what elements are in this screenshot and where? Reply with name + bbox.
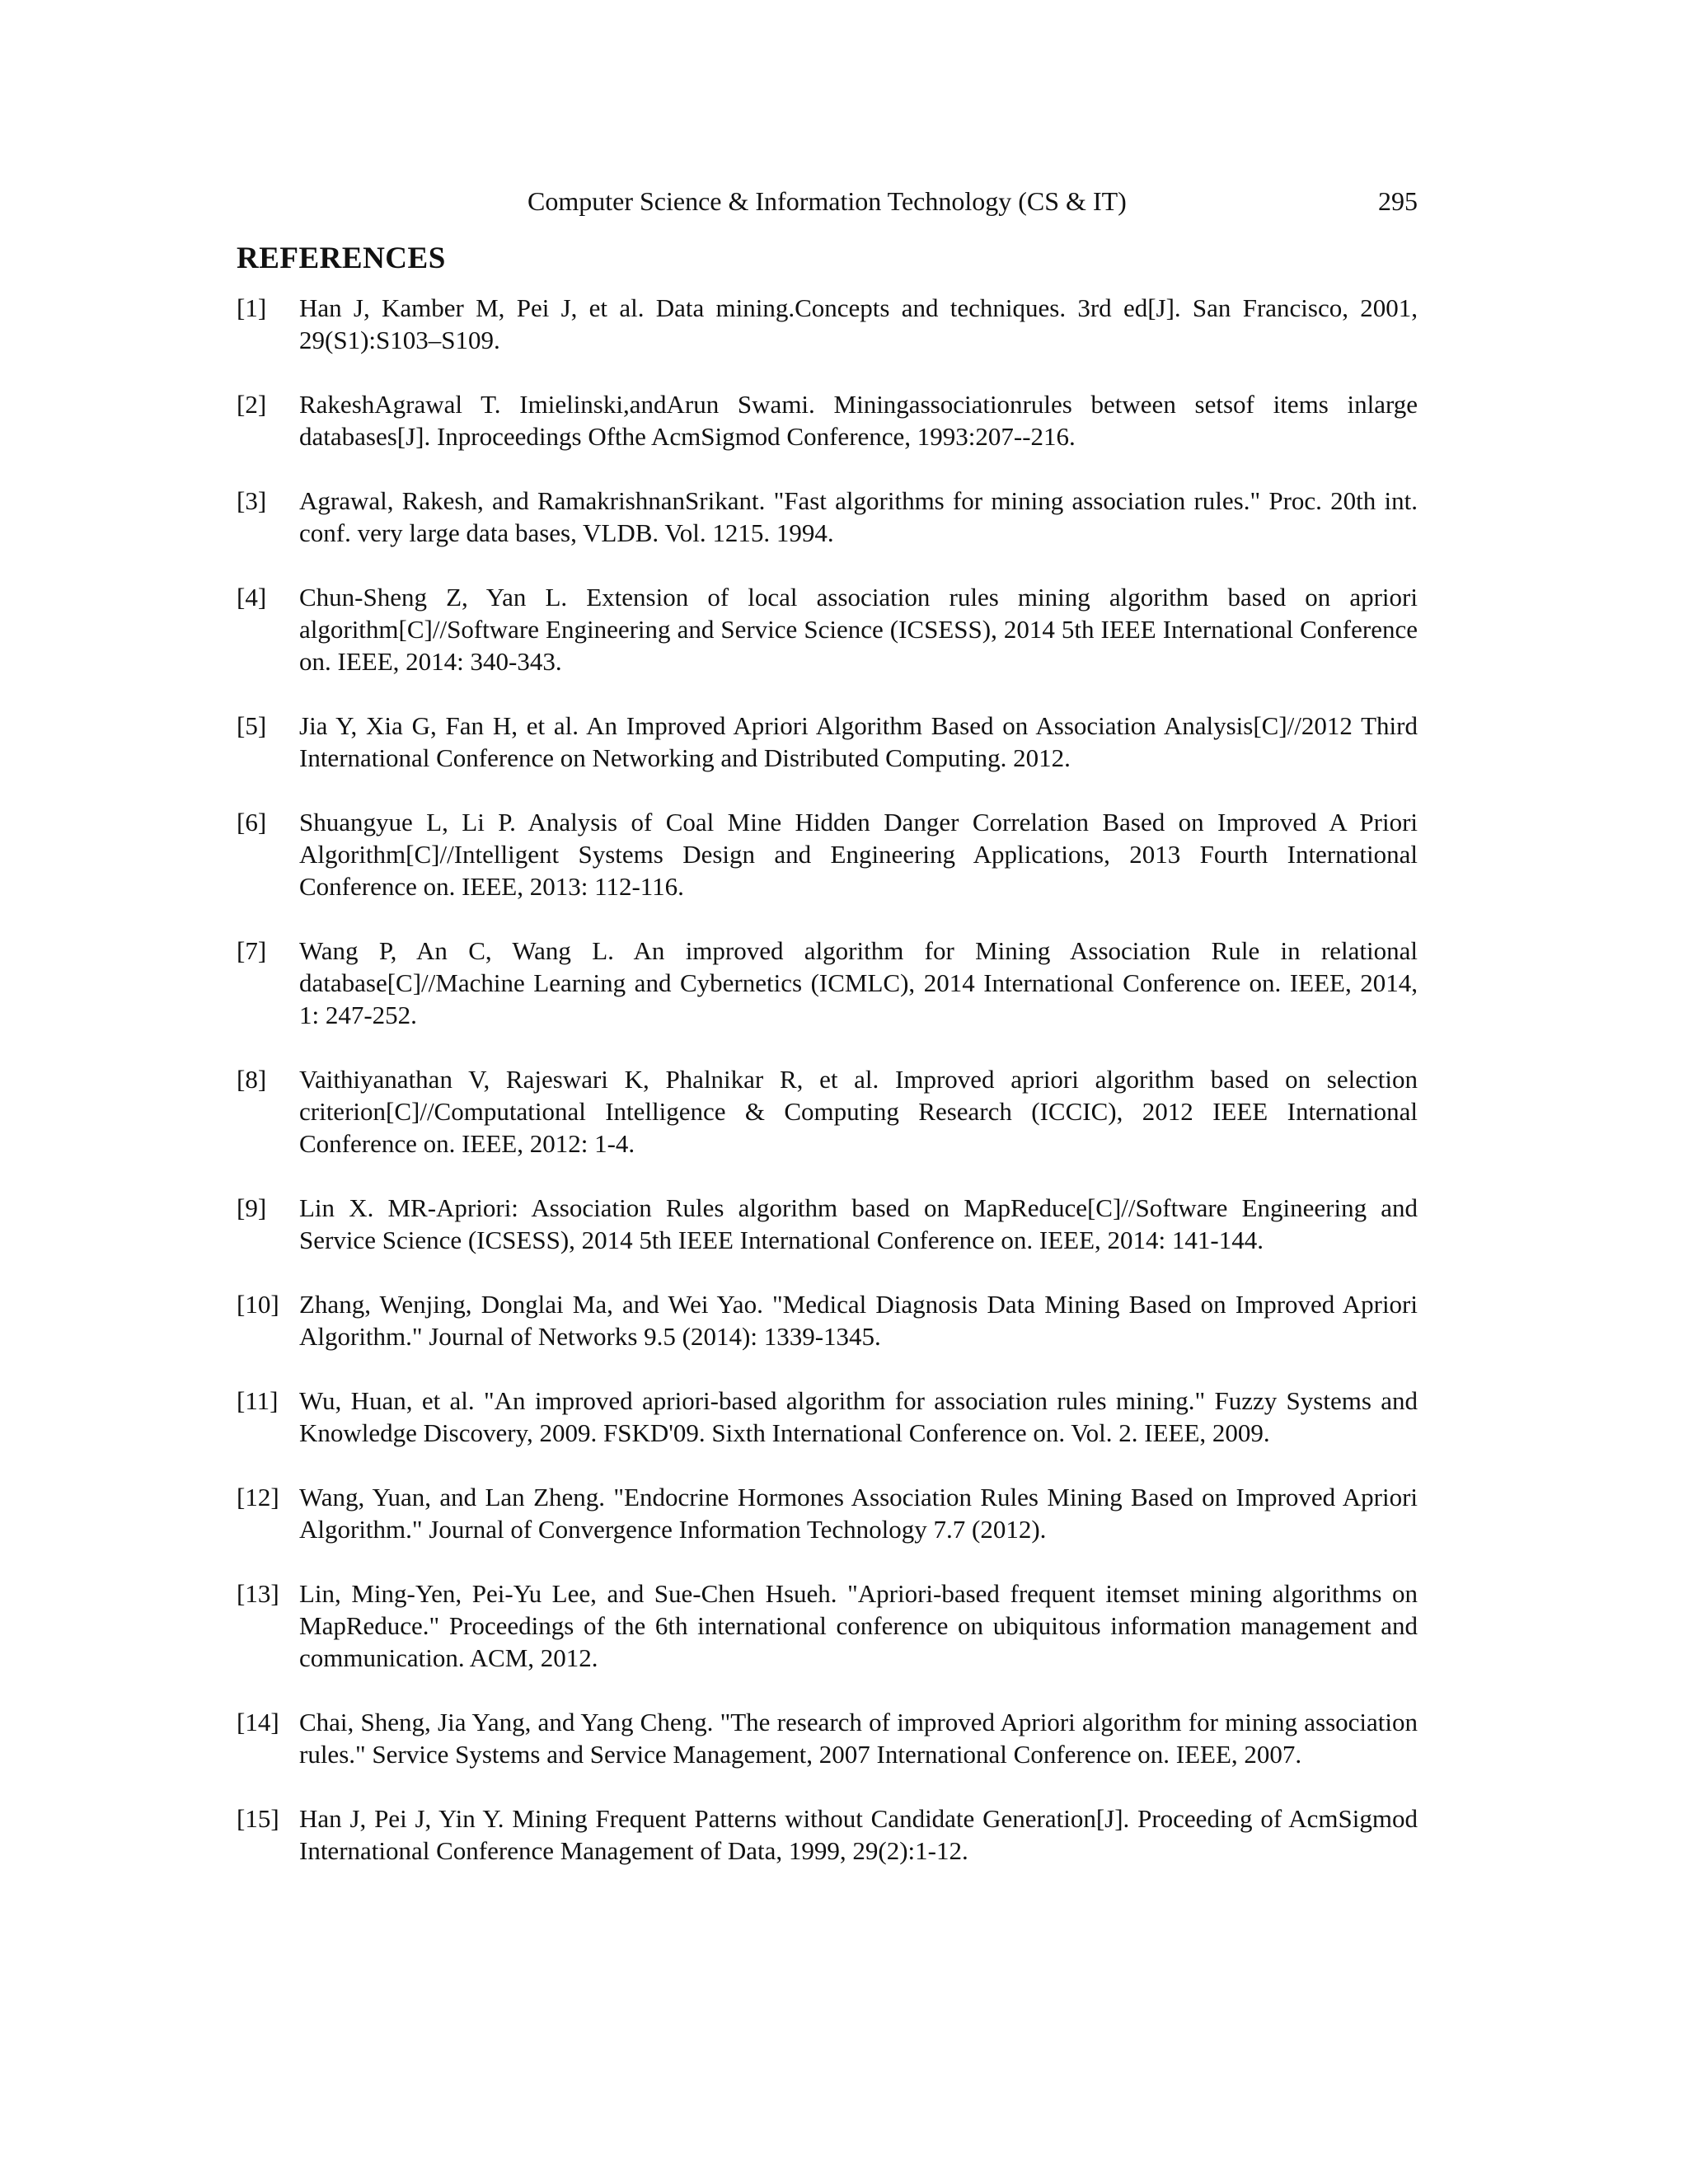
reference-text: Wu, Huan, et al. "An improved apriori-based algorithm for association rules mining." Fuzzy Systems and Knowledge Discovery, 2009. FSKD'09. Sixth International Conference on. Vol. 2. IEEE, 2009. bbox=[299, 1386, 1418, 1447]
reference-number: [2] bbox=[237, 390, 267, 419]
references-heading: REFERENCES bbox=[237, 241, 446, 275]
reference-number: [15] bbox=[237, 1804, 279, 1833]
reference-number: [6] bbox=[237, 808, 267, 837]
reference-text: RakeshAgrawal T. Imielinski,andArun Swami. Miningassociationrules between setsof items inlarge databases[J]. Inproceedings Ofthe AcmSigmod Conference, 1993:207--216. bbox=[299, 390, 1418, 451]
reference-item bbox=[237, 1706, 1418, 1770]
reference-item bbox=[237, 292, 1418, 356]
reference-text: Wang P, An C, Wang L. An improved algorithm for Mining Association Rule in relational database[C]//Machine Learning and Cybernetics (ICMLC), 2014 International Conference on. IEEE, 2014, 1: 247-252. bbox=[299, 936, 1418, 1029]
journal-title: Computer Science & Information Technology (CS & IT) bbox=[528, 186, 1127, 216]
reference-number: [5] bbox=[237, 711, 267, 740]
reference-item bbox=[237, 1288, 1418, 1352]
running-header bbox=[528, 183, 1418, 219]
reference-number: [14] bbox=[237, 1708, 279, 1736]
reference-text: Wang, Yuan, and Lan Zheng. "Endocrine Hormones Association Rules Mining Based on Improved Apriori Algorithm." Journal of Convergence Information Technology 7.7 (2012). bbox=[299, 1483, 1418, 1544]
reference-item bbox=[237, 485, 1418, 549]
reference-text: Chai, Sheng, Jia Yang, and Yang Cheng. "The research of improved Apriori algorithm for mining association rules." Service Systems and Service Management, 2007 International Conference on. IEEE, 2007. bbox=[299, 1708, 1418, 1769]
reference-item bbox=[237, 388, 1418, 452]
reference-item bbox=[237, 1481, 1418, 1545]
reference-item bbox=[237, 806, 1418, 902]
reference-text: Chun-Sheng Z, Yan L. Extension of local association rules mining algorithm based on apriori algorithm[C]//Software Engineering and Service Science (ICSESS), 2014 5th IEEE International Conference on. IEEE, 2014: 340-343. bbox=[299, 583, 1418, 676]
reference-item bbox=[237, 710, 1418, 774]
reference-number: [12] bbox=[237, 1483, 279, 1511]
reference-text: Han J, Kamber M, Pei J, et al. Data mining.Concepts and techniques. 3rd ed[J]. San Francisco, 2001, 29(S1):S103–S109. bbox=[299, 293, 1418, 354]
reference-item bbox=[237, 1063, 1418, 1160]
reference-text: Lin, Ming-Yen, Pei-Yu Lee, and Sue-Chen Hsueh. "Apriori-based frequent itemset mining algorithms on MapReduce." Proceedings of the 6th international conference on ubiquitous information management and communication. ACM, 2012. bbox=[299, 1579, 1418, 1672]
reference-item bbox=[237, 1192, 1418, 1256]
reference-number: [10] bbox=[237, 1290, 279, 1319]
reference-list bbox=[237, 292, 1418, 1899]
reference-number: [8] bbox=[237, 1065, 267, 1094]
page-number: 295 bbox=[1378, 186, 1418, 216]
reference-number: [1] bbox=[237, 293, 267, 322]
reference-text: Jia Y, Xia G, Fan H, et al. An Improved Apriori Algorithm Based on Association Analysis[C]//2012 Third International Conference on Networking and Distributed Computing. 2012. bbox=[299, 711, 1418, 772]
reference-item bbox=[237, 1802, 1418, 1867]
reference-item bbox=[237, 581, 1418, 677]
reference-number: [9] bbox=[237, 1193, 267, 1222]
reference-item bbox=[237, 1577, 1418, 1674]
reference-number: [4] bbox=[237, 583, 267, 612]
reference-item bbox=[237, 935, 1418, 1031]
reference-text: Vaithiyanathan V, Rajeswari K, Phalnikar R, et al. Improved apriori algorithm based on selection criterion[C]//Computational Intelligence & Computing Research (ICCIC), 2012 IEEE International Conference on. IEEE, 2012: 1-4. bbox=[299, 1065, 1418, 1158]
reference-text: Zhang, Wenjing, Donglai Ma, and Wei Yao. "Medical Diagnosis Data Mining Based on Improved Apriori Algorithm." Journal of Networks 9.5 (2014): 1339-1345. bbox=[299, 1290, 1418, 1351]
reference-number: [3] bbox=[237, 486, 267, 515]
reference-text: Shuangyue L, Li P. Analysis of Coal Mine Hidden Danger Correlation Based on Improved A Priori Algorithm[C]//Intelligent Systems Design and Engineering Applications, 2013 Fourth International Conference on. IEEE, 2013: 112-116. bbox=[299, 808, 1418, 901]
reference-text: Han J, Pei J, Yin Y. Mining Frequent Patterns without Candidate Generation[J]. Proceeding of AcmSigmod International Conference Management of Data, 1999, 29(2):1-12. bbox=[299, 1804, 1418, 1865]
reference-number: [13] bbox=[237, 1579, 279, 1608]
reference-number: [11] bbox=[237, 1386, 279, 1415]
reference-text: Agrawal, Rakesh, and RamakrishnanSrikant. "Fast algorithms for mining association rules." Proc. 20th int. conf. very large data bases, VLDB. Vol. 1215. 1994. bbox=[299, 486, 1418, 547]
reference-text: Lin X. MR-Apriori: Association Rules algorithm based on MapReduce[C]//Software Engineering and Service Science (ICSESS), 2014 5th IEEE International Conference on. IEEE, 2014: 141-144. bbox=[299, 1193, 1418, 1254]
reference-item bbox=[237, 1385, 1418, 1449]
reference-number: [7] bbox=[237, 936, 267, 965]
